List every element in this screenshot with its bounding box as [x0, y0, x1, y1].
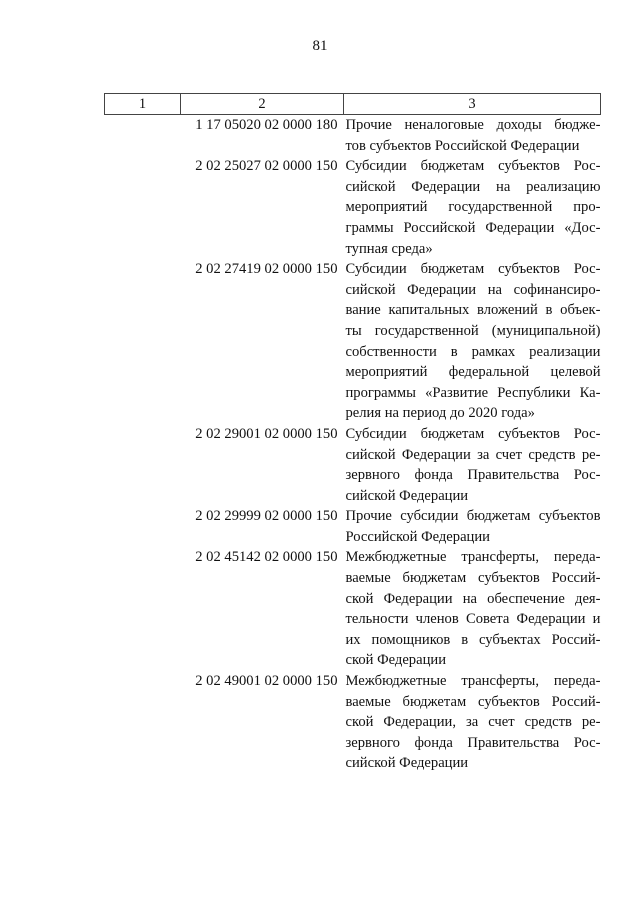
budget-codes-table	[104, 93, 601, 774]
description-line: тов субъектов Российской Федерации	[345, 137, 580, 154]
table-row	[105, 115, 601, 157]
description-line: сийской Федерации за счет средств ре-	[345, 446, 601, 463]
description-cell	[344, 671, 601, 774]
budget-code-cell: 2 02 49001 02 0000 150	[195, 673, 338, 690]
budget-code-cell: 2 02 25027 02 0000 150	[195, 158, 338, 175]
description-line: программы «Развитие Республики Ка-	[345, 384, 601, 401]
description-line: сийской Федерации на софинансиро-	[345, 281, 601, 298]
empty-cell	[105, 156, 181, 259]
page-number: 81	[312, 38, 328, 54]
table-row	[105, 156, 601, 259]
description-line: Российской Федерации	[345, 528, 490, 545]
description-line: ской Федерации, за счет средств ре-	[345, 714, 601, 731]
description-cell	[344, 115, 601, 157]
empty-cell	[105, 547, 181, 671]
table-row	[105, 506, 601, 547]
description-line: мероприятий федеральной целевой	[345, 364, 601, 381]
description-line: зервного фонда Правительства Рос-	[345, 734, 601, 751]
description-line: сийской Федерации	[345, 755, 469, 772]
description-line: ской Федерации на обеспечение дея-	[345, 590, 601, 607]
description-cell	[344, 259, 601, 424]
column-header-2: 2	[181, 94, 344, 115]
description-cell	[344, 424, 601, 506]
empty-cell	[105, 259, 181, 424]
description-line: граммы Российской Федерации «Дос-	[345, 219, 601, 236]
column-header-3: 3	[344, 94, 601, 115]
description-line: их помощников в субъектах Россий-	[345, 631, 601, 648]
table-row	[105, 671, 601, 774]
description-line: Межбюджетные трансферты, переда-	[345, 673, 601, 690]
description-line: Субсидии бюджетам субъектов Рос-	[345, 158, 601, 175]
description-cell	[344, 156, 601, 259]
budget-code-cell: 2 02 29001 02 0000 150	[195, 425, 338, 442]
table-row	[105, 424, 601, 506]
description-line: Субсидии бюджетам субъектов Рос-	[345, 261, 601, 278]
table-header-row	[105, 94, 601, 115]
empty-cell	[105, 115, 181, 157]
description-line: ты государственной (муниципальной)	[345, 322, 601, 339]
empty-cell	[105, 506, 181, 547]
table-row	[105, 547, 601, 671]
budget-code-cell: 2 02 45142 02 0000 150	[195, 549, 338, 566]
description-line: релия на период до 2020 года»	[345, 405, 535, 422]
column-header-1: 1	[105, 94, 181, 115]
empty-cell	[105, 424, 181, 506]
description-line: тельности членов Совета Федерации и	[345, 611, 601, 628]
description-line: сийской Федерации	[345, 487, 469, 504]
description-line: зервного фонда Правительства Рос-	[345, 467, 601, 484]
budget-code-cell: 2 02 29999 02 0000 150	[195, 508, 338, 525]
description-line: мероприятий государственной про-	[345, 199, 601, 216]
description-line: сийской Федерации на реализацию	[345, 178, 601, 195]
description-line: ваемые бюджетам субъектов Россий-	[345, 693, 601, 710]
description-line: вание капитальных вложений в объек-	[345, 302, 601, 319]
description-line: Прочие субсидии бюджетам субъектов	[345, 508, 601, 525]
description-cell	[344, 547, 601, 671]
description-line: Прочие неналоговые доходы бюдже-	[345, 117, 601, 133]
table-row	[105, 259, 601, 424]
description-line: Субсидии бюджетам субъектов Рос-	[345, 425, 601, 442]
table-body	[105, 115, 601, 775]
budget-code-cell: 1 17 05020 02 0000 180	[195, 117, 338, 133]
description-cell	[344, 506, 601, 547]
empty-cell	[105, 671, 181, 774]
description-line: тупная среда»	[345, 240, 433, 257]
description-line: ваемые бюджетам субъектов Россий-	[345, 570, 601, 587]
description-line: ской Федерации	[345, 652, 447, 669]
budget-code-cell: 2 02 27419 02 0000 150	[195, 261, 338, 278]
description-line: Межбюджетные трансферты, переда-	[345, 549, 601, 566]
description-line: собственности в рамках реализации	[345, 343, 601, 360]
